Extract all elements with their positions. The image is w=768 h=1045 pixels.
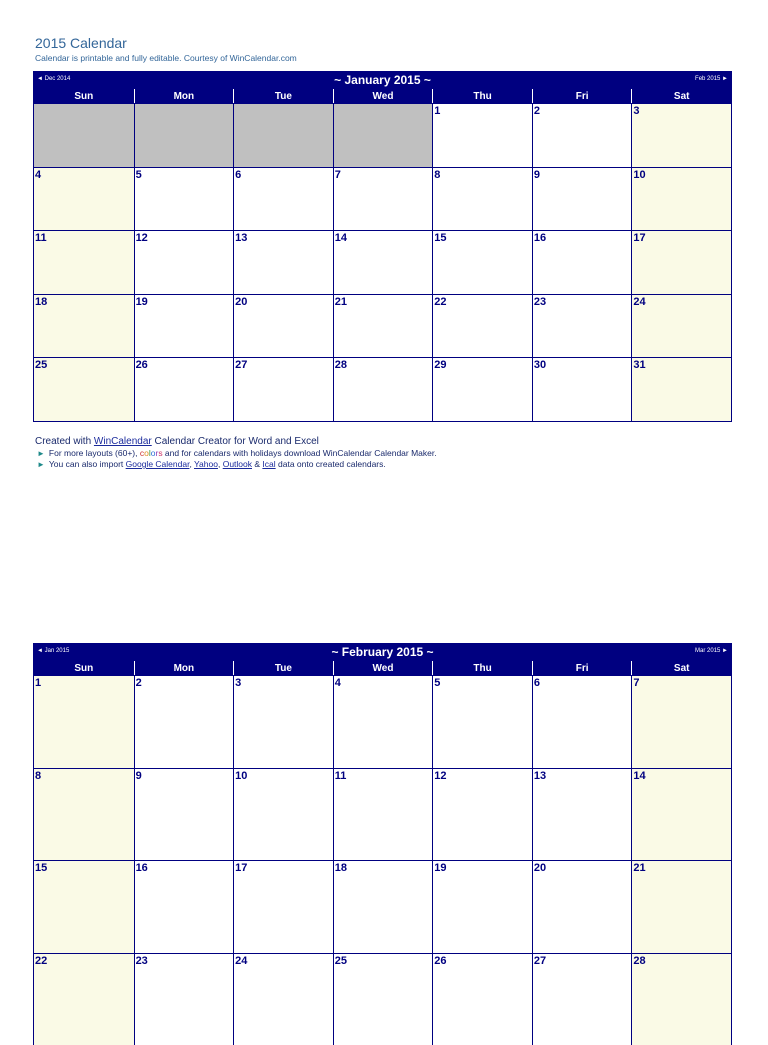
day-number: 25 [335, 955, 347, 967]
line1-prefix: For more layouts (60+), [49, 448, 140, 458]
next-month-link[interactable]: Mar 2015 ► [695, 648, 728, 654]
colors-word [140, 448, 163, 458]
next-month-link[interactable]: Feb 2015 ► [695, 76, 728, 82]
day-cell[interactable] [333, 294, 433, 358]
day-number: 8 [434, 169, 440, 181]
day-number: 6 [235, 169, 241, 181]
day-cell[interactable] [134, 768, 234, 861]
day-number: 26 [136, 359, 148, 371]
prev-month-link[interactable]: ◄ Jan 2015 [37, 648, 69, 654]
colors-letter: c [140, 448, 144, 458]
day-cell[interactable] [631, 768, 731, 861]
day-number: 7 [633, 677, 639, 689]
line2-prefix: You can also import [49, 459, 126, 469]
weekday-header-row [34, 89, 731, 103]
day-cell[interactable] [333, 860, 433, 953]
colors-letter: s [158, 448, 162, 458]
empty-day-cell [34, 103, 134, 167]
day-number: 3 [235, 677, 241, 689]
day-number: 21 [335, 296, 347, 308]
day-cell[interactable] [134, 953, 234, 1045]
day-cell[interactable] [631, 675, 731, 768]
weekday-header-sat: Sat [631, 89, 731, 103]
weekday-header-thu: Thu [432, 661, 532, 675]
day-number: 17 [633, 232, 645, 244]
day-cell[interactable] [631, 357, 731, 421]
day-cell[interactable] [532, 768, 632, 861]
day-number: 4 [335, 677, 341, 689]
day-cell[interactable] [333, 675, 433, 768]
day-number: 11 [335, 770, 347, 782]
day-number: 18 [335, 862, 347, 874]
colors-letter: l [149, 448, 151, 458]
page-title: 2015 Calendar [35, 35, 127, 51]
colors-letter: o [151, 448, 156, 458]
weekday-header-sat: Sat [631, 661, 731, 675]
day-cell[interactable] [233, 230, 333, 294]
bullet-line-import [35, 459, 437, 470]
sep-3: & [252, 459, 262, 469]
day-cell[interactable] [432, 953, 532, 1045]
day-number: 14 [633, 770, 645, 782]
day-cell[interactable] [134, 230, 234, 294]
day-cell[interactable] [233, 294, 333, 358]
day-cell[interactable] [532, 167, 632, 231]
day-cell[interactable] [233, 167, 333, 231]
weekday-header-wed: Wed [333, 661, 433, 675]
day-number: 28 [335, 359, 347, 371]
day-number: 25 [35, 359, 47, 371]
day-cell[interactable] [134, 357, 234, 421]
day-number: 5 [434, 677, 440, 689]
month-title: ~ January 2015 ~ [334, 73, 431, 87]
weekday-header-row [34, 661, 731, 675]
weekday-header-thu: Thu [432, 89, 532, 103]
day-cell[interactable] [333, 230, 433, 294]
day-number: 21 [633, 862, 645, 874]
weekday-header-sun: Sun [34, 89, 134, 103]
weekday-header-fri: Fri [532, 89, 632, 103]
day-grid [34, 675, 731, 1045]
day-cell[interactable] [233, 768, 333, 861]
day-number: 30 [534, 359, 546, 371]
day-number: 24 [235, 955, 247, 967]
weekday-header-mon: Mon [134, 661, 234, 675]
day-cell[interactable] [432, 230, 532, 294]
day-cell[interactable] [532, 103, 632, 167]
day-number: 1 [35, 677, 41, 689]
day-number: 6 [534, 677, 540, 689]
day-cell[interactable] [333, 768, 433, 861]
day-cell[interactable] [34, 357, 134, 421]
created-prefix: Created with [35, 436, 94, 447]
day-cell[interactable] [432, 103, 532, 167]
month-header [34, 71, 731, 89]
day-cell[interactable] [233, 953, 333, 1045]
created-with-line [35, 435, 437, 448]
day-cell[interactable] [34, 768, 134, 861]
day-cell[interactable] [134, 167, 234, 231]
day-cell[interactable] [34, 167, 134, 231]
day-cell[interactable] [532, 675, 632, 768]
day-cell[interactable] [233, 357, 333, 421]
day-number: 12 [434, 770, 446, 782]
day-cell[interactable] [233, 860, 333, 953]
colors-letter: r [155, 448, 158, 458]
day-number: 19 [136, 296, 148, 308]
wincalendar-link[interactable]: WinCalendar [94, 436, 152, 447]
weekday-header-fri: Fri [532, 661, 632, 675]
day-number: 10 [633, 169, 645, 181]
day-cell[interactable] [532, 294, 632, 358]
day-cell[interactable] [631, 103, 731, 167]
calendar-january [33, 71, 732, 422]
day-number: 9 [534, 169, 540, 181]
day-cell[interactable] [432, 675, 532, 768]
day-cell[interactable] [631, 230, 731, 294]
weekday-header-mon: Mon [134, 89, 234, 103]
day-number: 24 [633, 296, 645, 308]
day-cell[interactable] [34, 294, 134, 358]
day-number: 23 [136, 955, 148, 967]
line2-suffix: data onto created calendars. [276, 459, 386, 469]
day-cell[interactable] [134, 675, 234, 768]
line1-suffix: and for calendars with holidays download WinCalendar Calendar Maker. [163, 448, 437, 458]
bullet-line-layouts [35, 448, 437, 459]
colors-letter: o [144, 448, 149, 458]
day-cell[interactable] [432, 768, 532, 861]
day-number: 9 [136, 770, 142, 782]
sep-1: , [189, 459, 194, 469]
sep-2: , [218, 459, 223, 469]
created-suffix: Calendar Creator for Word and Excel [152, 436, 319, 447]
day-cell[interactable] [432, 860, 532, 953]
calendar-february [33, 643, 732, 1045]
day-number: 14 [335, 232, 347, 244]
day-number: 29 [434, 359, 446, 371]
day-cell[interactable] [34, 953, 134, 1045]
outlook-link[interactable]: Outlook [223, 459, 252, 469]
day-number: 28 [633, 955, 645, 967]
day-cell[interactable] [532, 230, 632, 294]
day-number: 8 [35, 770, 41, 782]
weekday-header-sun: Sun [34, 661, 134, 675]
day-number: 10 [235, 770, 247, 782]
day-cell[interactable] [631, 953, 731, 1045]
google-calendar-link[interactable]: Google Calendar [126, 459, 190, 469]
day-cell[interactable] [34, 675, 134, 768]
yahoo-link[interactable]: Yahoo [194, 459, 218, 469]
day-number: 3 [633, 105, 639, 117]
day-number: 13 [534, 770, 546, 782]
day-grid [34, 103, 731, 421]
day-number: 23 [534, 296, 546, 308]
day-cell[interactable] [333, 357, 433, 421]
day-number: 7 [335, 169, 341, 181]
month-title: ~ February 2015 ~ [331, 645, 433, 659]
day-number: 20 [534, 862, 546, 874]
right-triangle-icon: ► [37, 460, 45, 469]
day-cell[interactable] [134, 860, 234, 953]
empty-day-cell [333, 103, 433, 167]
day-number: 17 [235, 862, 247, 874]
day-number: 5 [136, 169, 142, 181]
month-header [34, 643, 731, 661]
day-cell[interactable] [34, 230, 134, 294]
day-cell[interactable] [532, 860, 632, 953]
page-subtitle: Calendar is printable and fully editable. Courtesy of WinCalendar.com [35, 53, 297, 63]
day-cell[interactable] [532, 357, 632, 421]
weekday-header-wed: Wed [333, 89, 433, 103]
day-cell[interactable] [34, 860, 134, 953]
day-number: 2 [136, 677, 142, 689]
day-cell[interactable] [631, 167, 731, 231]
day-number: 15 [434, 232, 446, 244]
day-number: 16 [534, 232, 546, 244]
day-cell[interactable] [333, 167, 433, 231]
day-cell[interactable] [432, 167, 532, 231]
day-number: 27 [534, 955, 546, 967]
day-number: 20 [235, 296, 247, 308]
day-cell[interactable] [532, 953, 632, 1045]
day-number: 27 [235, 359, 247, 371]
day-number: 11 [35, 232, 47, 244]
empty-day-cell [134, 103, 234, 167]
day-cell[interactable] [233, 675, 333, 768]
day-number: 13 [235, 232, 247, 244]
footer-info [35, 435, 437, 470]
day-number: 4 [35, 169, 41, 181]
day-number: 16 [136, 862, 148, 874]
day-cell[interactable] [631, 294, 731, 358]
day-cell[interactable] [134, 294, 234, 358]
day-number: 18 [35, 296, 47, 308]
day-cell[interactable] [432, 294, 532, 358]
day-cell[interactable] [631, 860, 731, 953]
day-cell[interactable] [333, 953, 433, 1045]
day-number: 12 [136, 232, 148, 244]
day-number: 2 [534, 105, 540, 117]
day-number: 26 [434, 955, 446, 967]
right-triangle-icon: ► [37, 449, 45, 458]
prev-month-link[interactable]: ◄ Dec 2014 [37, 76, 70, 82]
day-number: 19 [434, 862, 446, 874]
day-number: 22 [434, 296, 446, 308]
day-number: 15 [35, 862, 47, 874]
weekday-header-tue: Tue [233, 661, 333, 675]
empty-day-cell [233, 103, 333, 167]
day-number: 22 [35, 955, 47, 967]
day-cell[interactable] [432, 357, 532, 421]
day-number: 1 [434, 105, 440, 117]
day-number: 31 [633, 359, 645, 371]
ical-link[interactable]: Ical [262, 459, 275, 469]
weekday-header-tue: Tue [233, 89, 333, 103]
